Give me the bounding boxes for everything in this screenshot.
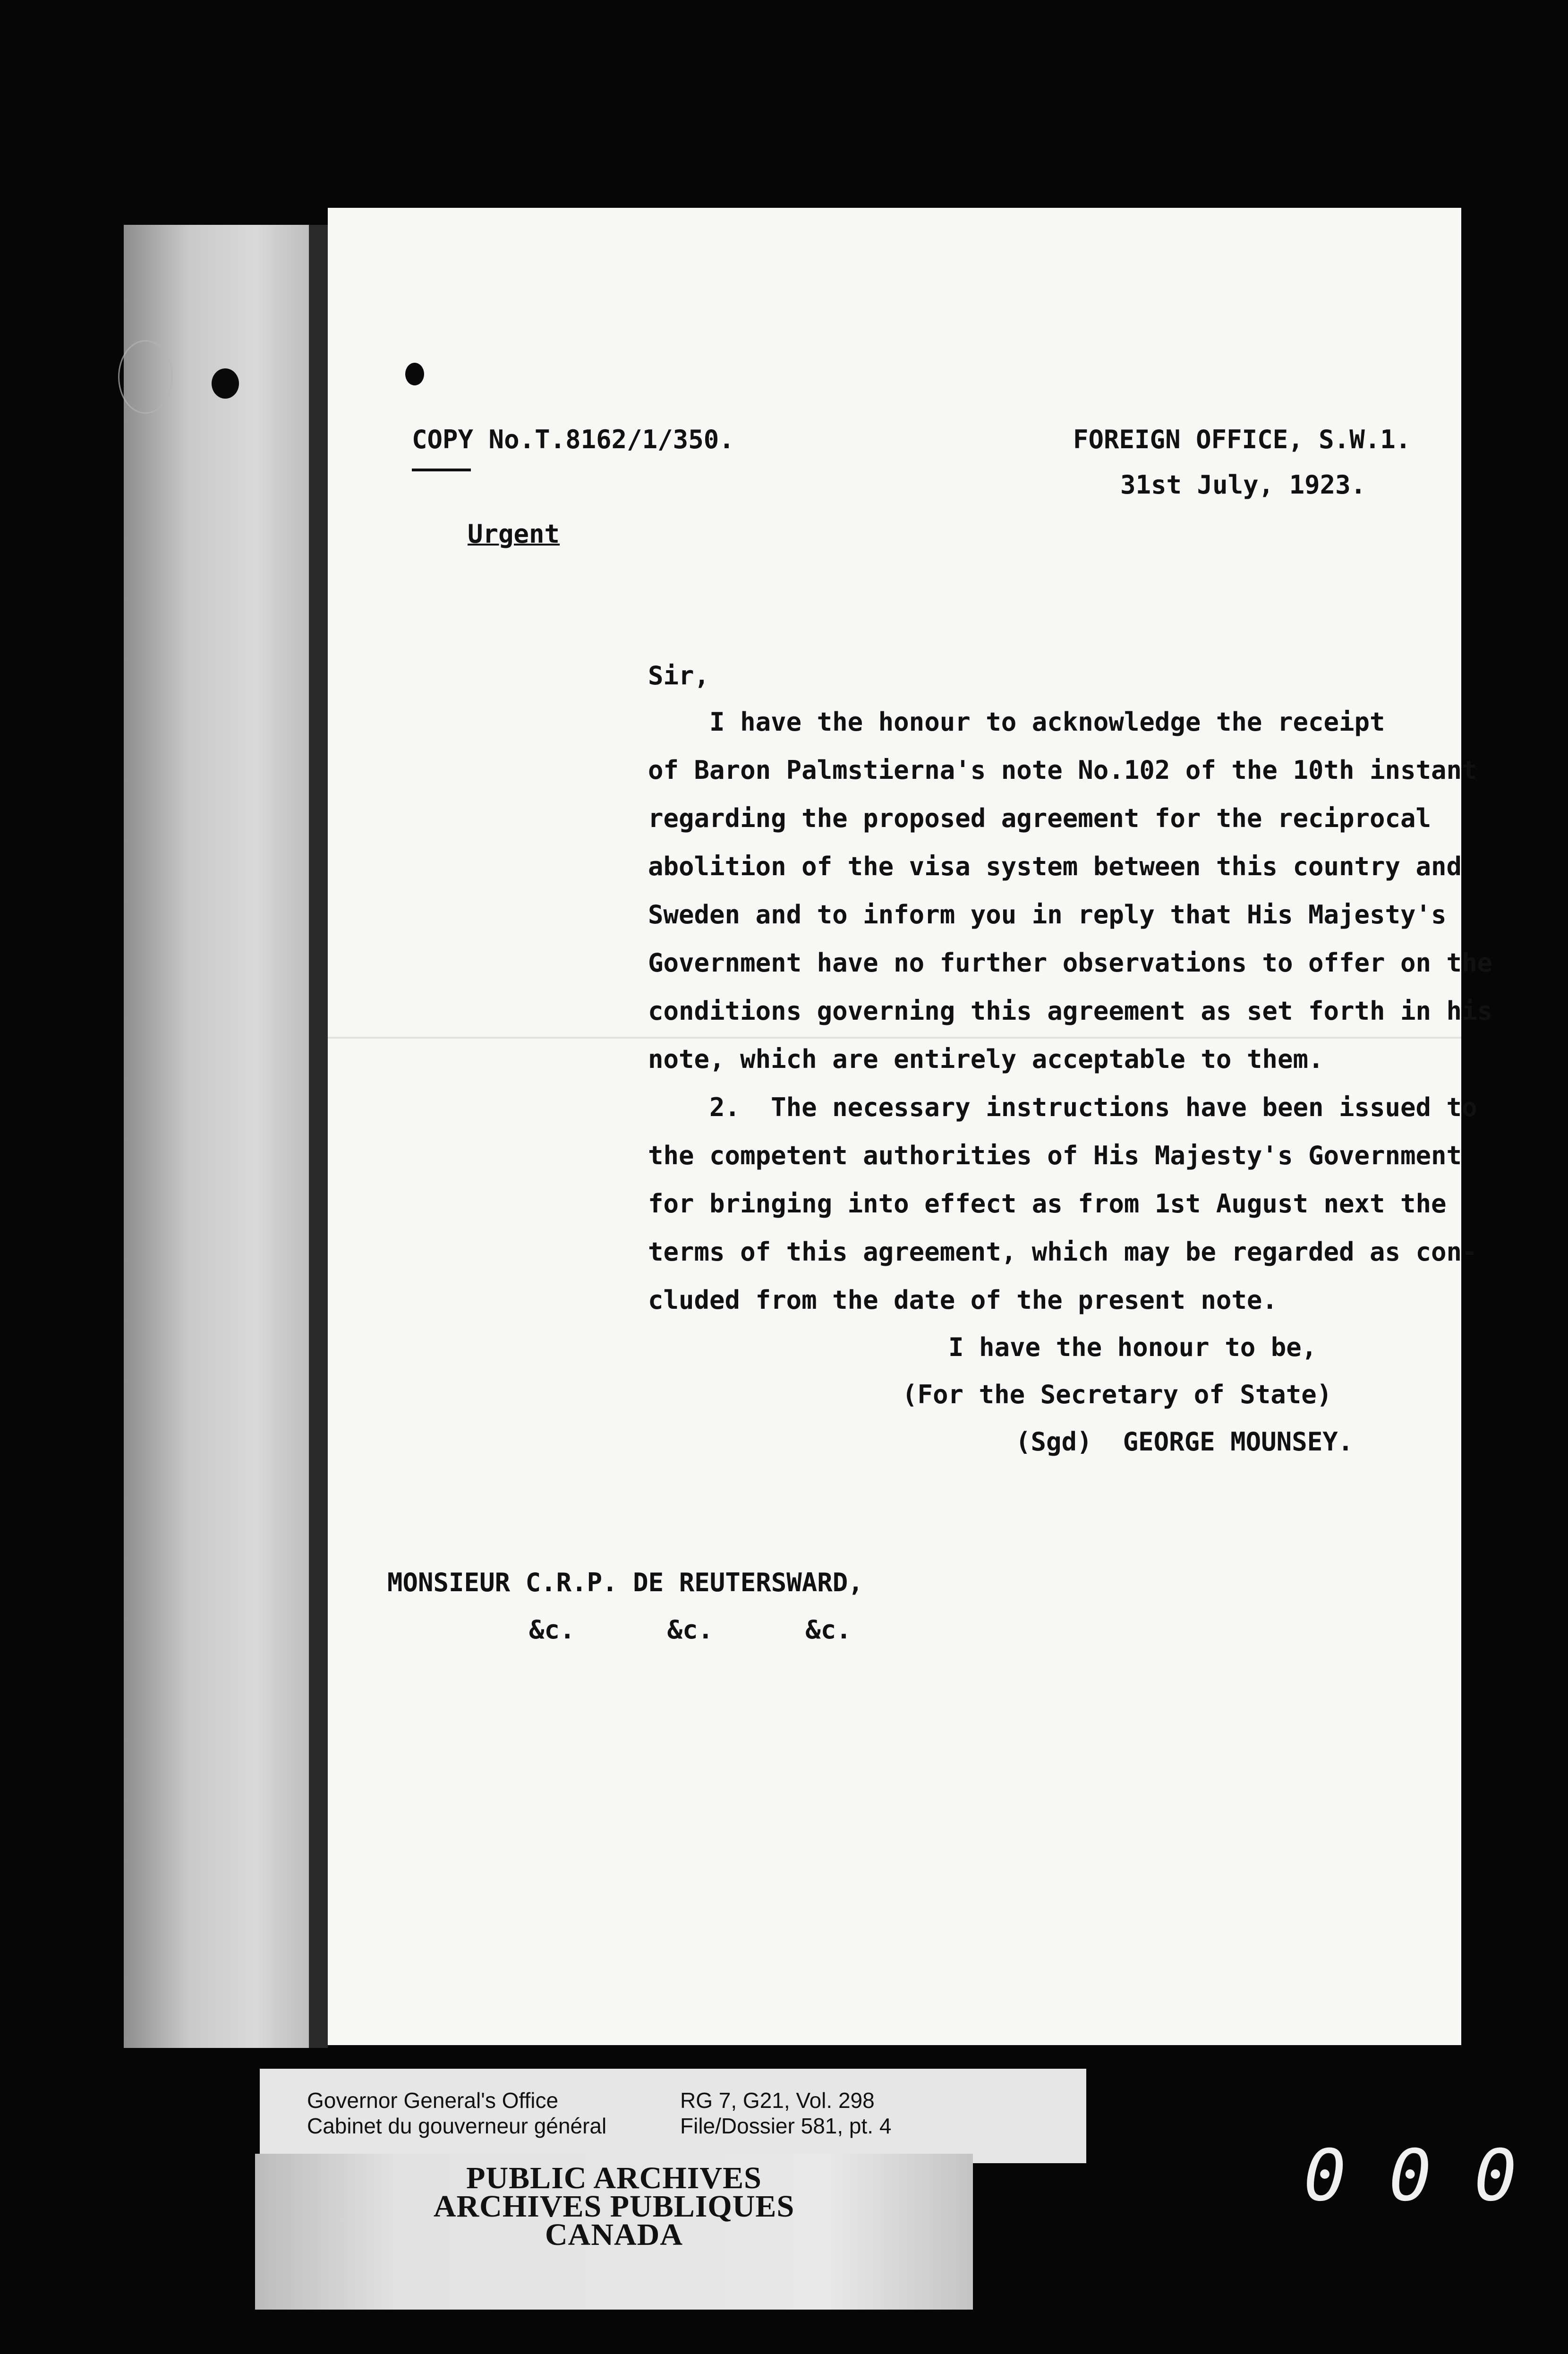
record-group-ref: RG 7, G21, Vol. 298 <box>680 2088 875 2113</box>
stamp-line-french: ARCHIVES PUBLIQUES <box>433 2189 795 2224</box>
office-address: FOREIGN OFFICE, S.W.1. <box>1073 425 1411 454</box>
body-line: of Baron Palmstierna's note No.102 of the 10th instant <box>648 755 1477 785</box>
punch-hole-page <box>405 363 424 385</box>
faded-stamp-mark <box>118 340 173 414</box>
stamp-line-country: CANADA <box>545 2218 683 2252</box>
body-line: 2. The necessary instructions have been issued to <box>648 1092 1477 1122</box>
folder-spine <box>124 225 311 2048</box>
office-french: Cabinet du gouverneur général <box>307 2114 607 2138</box>
addressee-name: MONSIEUR C.R.P. DE REUTERSWARD, <box>387 1568 863 1597</box>
public-archives-stamp <box>255 2154 973 2310</box>
salutation: Sir, <box>648 661 710 691</box>
body-line: Sweden and to inform you in reply that His Majesty's <box>648 900 1447 930</box>
urgent-marking: Urgent <box>468 519 560 549</box>
body-line: cluded from the date of the present note. <box>648 1285 1278 1315</box>
stamp-line-english: PUBLIC ARCHIVES <box>466 2161 762 2195</box>
file-ref: File/Dossier 581, pt. 4 <box>680 2114 892 2138</box>
letter-date: 31st July, 1923. <box>1120 470 1366 500</box>
archive-reference-label <box>260 2069 1086 2163</box>
body-line: abolition of the visa system between this country and <box>648 852 1462 881</box>
body-line: terms of this agreement, which may be regarded as con- <box>648 1237 1477 1267</box>
body-line: I have the honour to acknowledge the receipt <box>648 707 1385 737</box>
copy-reference: COPY No.T.8162/1/350. <box>412 425 734 454</box>
frame-counter: 0 0 0 <box>1304 2135 1517 2217</box>
body-line: conditions governing this agreement as set forth in his <box>648 996 1493 1026</box>
addressee-etc: &c. &c. &c. <box>529 1615 852 1645</box>
punch-hole <box>212 368 239 399</box>
closing: I have the honour to be, <box>948 1332 1317 1362</box>
body-line: for bringing into effect as from 1st August next the <box>648 1189 1447 1219</box>
signature: (Sgd) GEORGE MOUNSEY. <box>1015 1427 1354 1457</box>
for-secretary-line: (For the Secretary of State) <box>902 1380 1332 1409</box>
body-line: Government have no further observations to offer on the <box>648 948 1493 978</box>
office-english: Governor General's Office <box>307 2088 559 2113</box>
reference-rule <box>412 469 471 471</box>
body-line: regarding the proposed agreement for the reciprocal <box>648 803 1432 833</box>
folder-spine-edge <box>309 225 328 2048</box>
body-line: the competent authorities of His Majesty's Government <box>648 1141 1462 1170</box>
body-line: note, which are entirely acceptable to them. <box>648 1044 1324 1074</box>
